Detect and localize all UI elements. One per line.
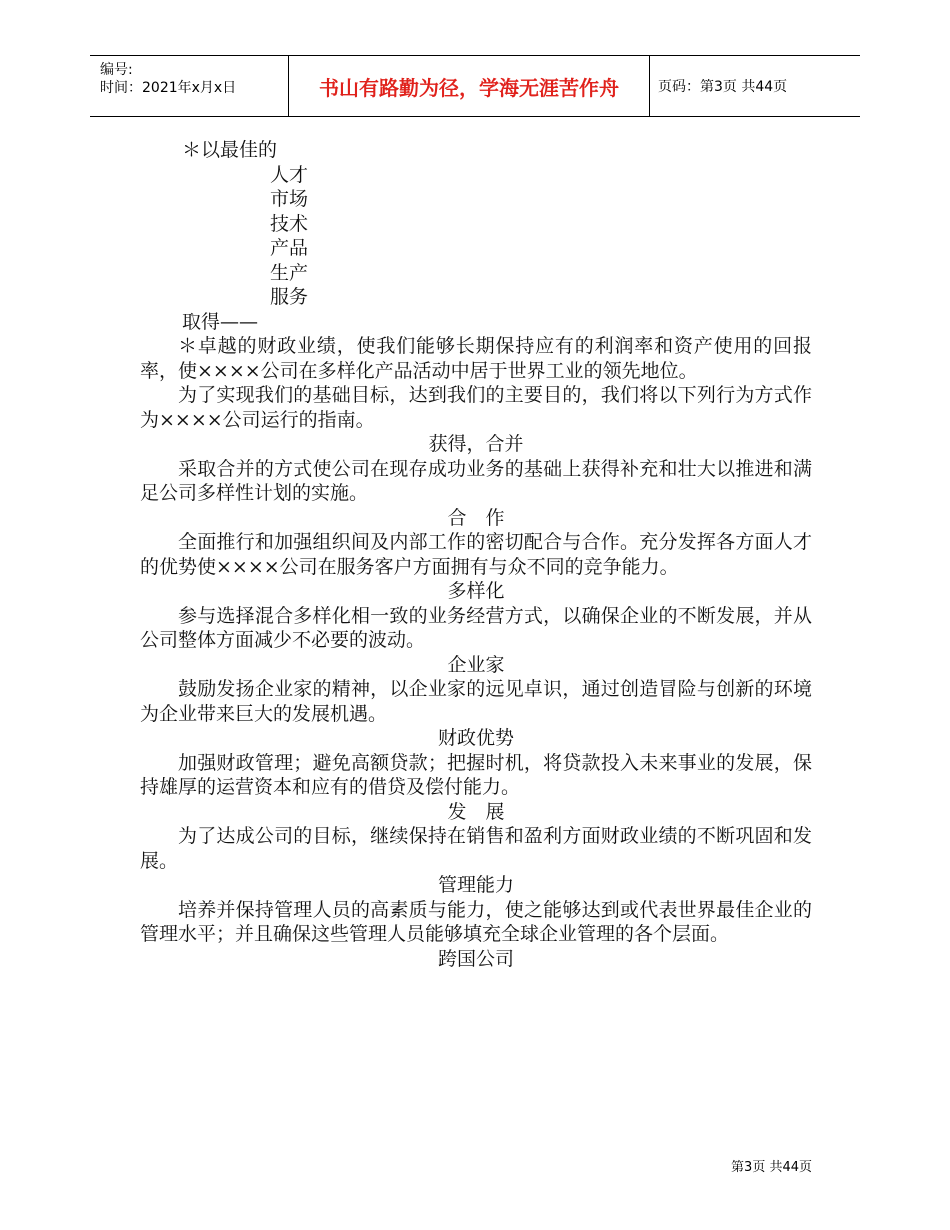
section-text: 为了达成公司的目标，继续保持在销售和盈利方面财政业绩的不断巩固和发展。 [140,825,812,872]
section-text: 鼓励发扬企业家的精神，以企业家的远见卓识，通过创造冒险与创新的环境为企业带来巨大的发展机遇。 [140,678,812,725]
section-text: 采取合并的方式使公司在现存成功业务的基础上获得补充和壮大以推进和满足公司多样性计划的实施。 [140,457,812,504]
header-meta [90,56,288,116]
section-heading: 管理能力 [437,874,514,896]
document-body [140,138,812,971]
section-heading: 发 展 [447,800,505,823]
document-time: 时间：2021年x月x日 [100,80,237,96]
page-header [90,55,860,117]
list-item: 市场 [270,188,309,210]
document-number-label: 编号: [100,62,133,78]
list-item: 服务 [270,286,309,308]
section-text: 参与选择混合多样化相一致的业务经营方式，以确保企业的不断发展，并从公司整体方面减少不必要的波动。 [140,604,812,651]
section-text: 加强财政管理；避免高额贷款；把握时机，将贷款投入未来事业的发展，保持雄厚的运营资本和应有的借贷及偿付能力。 [140,751,812,798]
list-item: 人才 [270,163,309,186]
header-motto: 书山有路勤为径，学海无涯苦作舟 [288,56,650,116]
list-item: 生产 [270,261,309,284]
paragraph: 为了实现我们的基础目标，达到我们的主要目的，我们将以下列行为方式作为××××公司运行的指南。 [140,384,812,431]
header-page-info: 页码：第3页 共44页 [658,79,788,95]
section-heading: 合 作 [447,506,505,529]
section-heading: 财政优势 [437,727,514,749]
section-heading: 多样化 [447,580,505,602]
section-heading: 获得，合并 [428,433,524,455]
section-text: 培养并保持管理人员的高素质与能力，使之能够达到或代表世界最佳企业的管理水平；并且确保这些管理人员能够填充全球企业管理的各个层面。 [140,898,812,945]
list-item: 技术 [270,212,309,235]
section-heading: 企业家 [447,653,505,676]
intro-line: ＊以最佳的 [182,139,278,161]
paragraph: ＊卓越的财政业绩，使我们能够长期保持应有的利润率和资产使用的回报率，使××××公司在多样化产品活动中居于世界工业的领先地位。 [140,335,812,382]
section-text: 全面推行和加强组织间及内部工作的密切配合与合作。充分发挥各方面人才的优势使××××公司在服务客户方面拥有与众不同的竞争能力。 [140,531,812,578]
list-item: 产品 [270,237,309,259]
section-heading: 跨国公司 [437,947,514,970]
page-footer: 第3页 共44页 [731,1160,812,1175]
obtain-line: 取得—— [182,310,259,333]
